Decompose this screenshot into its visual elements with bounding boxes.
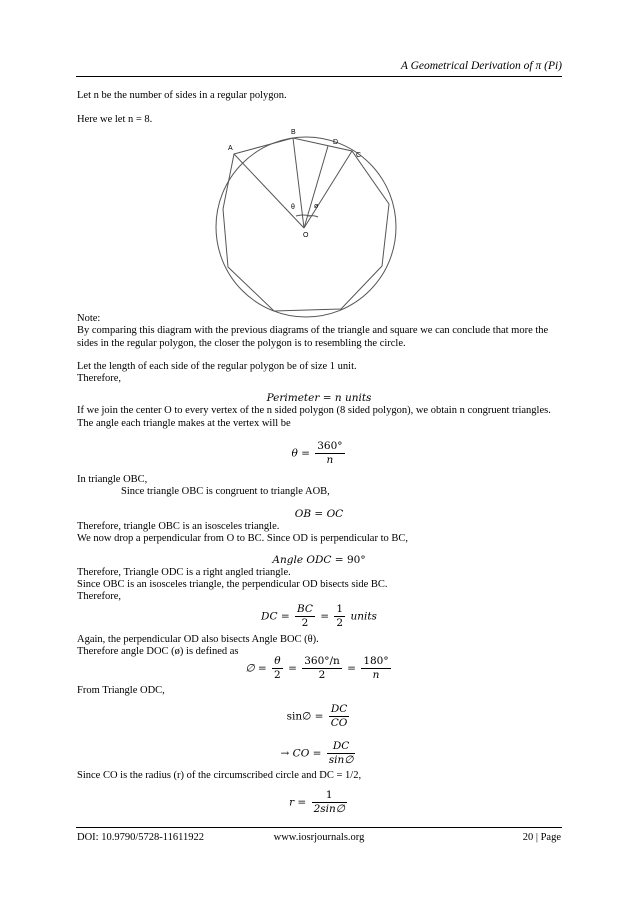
dc-denominator-2: 2	[336, 617, 344, 629]
label-phi: ø	[314, 203, 319, 210]
phi-numerator-1: θ	[272, 655, 283, 669]
dc-unit: units	[350, 610, 377, 623]
r-lhs: r =	[289, 796, 307, 809]
co-lhs: → CO =	[280, 747, 322, 760]
para-bisects-bc: Since OBC is an isosceles triangle, the perpendicular OD bisects side BC.	[77, 579, 388, 590]
r-numerator: 1	[312, 789, 347, 803]
equation-phi: ∅ = $\frac{\theta}{2}$ = $\frac{360^\circ/n}{2}$ = $\frac{180^\circ}{n}$	[245, 655, 389, 681]
equation-perimeter: Perimeter = n units	[266, 392, 372, 404]
footer-page-number: 20 | Page	[522, 832, 561, 843]
equation-co	[0, 740, 638, 767]
label-A: A	[228, 145, 233, 152]
label-O: O	[303, 232, 309, 239]
equation-theta	[0, 440, 638, 467]
para-drop-perpendicular: We now drop a perpendicular from O to BC. Since OD is perpendicular to BC,	[77, 533, 408, 544]
dc-fraction-1	[295, 603, 315, 630]
header-rule	[76, 76, 562, 77]
dc-equals: =	[320, 610, 330, 623]
phi-fraction-3	[361, 655, 390, 682]
co-denominator: sin∅	[328, 754, 354, 766]
equation-sin	[0, 703, 638, 730]
sin-fraction	[329, 703, 350, 730]
para-since-congruent: Since triangle OBC is congruent to triangle AOB,	[121, 486, 330, 497]
theta-fraction	[315, 440, 344, 467]
phi-numerator-3: 180°	[363, 655, 389, 667]
para-from-triangle-odc: From Triangle ODC,	[77, 685, 165, 696]
para-right-angled: Therefore, Triangle ODC is a right angled triangle.	[77, 567, 291, 578]
label-D: D	[333, 139, 339, 146]
co-fraction	[327, 740, 356, 767]
segment-OA	[234, 154, 304, 228]
phi-fraction-1	[272, 655, 283, 682]
angle-rhs: 90°	[346, 554, 366, 566]
label-C: C	[356, 152, 362, 159]
para-angle-doc: Therefore angle DOC (ø) is defined as	[77, 646, 239, 657]
theta-numerator: 360°	[317, 440, 343, 452]
dc-numerator-2: 1	[336, 603, 344, 615]
phi-numerator-2: 360°/n	[304, 655, 340, 667]
para-isosceles: Therefore, triangle OBC is an isosceles triangle.	[77, 521, 280, 532]
dc-numerator-1: BC	[296, 603, 313, 615]
para-side-length: Let the length of each side of the regular polygon be of size 1 unit.	[77, 361, 357, 372]
sin-denominator: CO	[330, 717, 348, 729]
angle-lhs: Angle ODC =	[272, 554, 344, 566]
phi-denominator-3: n	[372, 669, 380, 681]
phi-denominator-1: 2	[274, 669, 281, 681]
phi-fraction-2	[302, 655, 342, 682]
running-header: A Geometrical Derivation of π (Pi)	[400, 60, 562, 72]
r-fraction	[312, 789, 347, 816]
r-denominator: 2sin∅	[313, 803, 345, 815]
label-theta: θ	[291, 204, 295, 211]
theta-denominator: n	[326, 454, 334, 466]
sin-numerator: DC	[329, 703, 350, 717]
equation-angle-odc	[0, 554, 638, 566]
para-n-equals-8: Here we let n = 8.	[77, 114, 153, 125]
note-label: Note:	[77, 313, 101, 324]
equation-r	[0, 789, 638, 816]
theta-lhs: θ =	[291, 447, 310, 460]
phi-lhs: ∅ =	[245, 662, 267, 675]
equation-ob-oc: OB = OC	[294, 508, 344, 520]
dc-fraction-2	[334, 603, 345, 630]
para-radius: Since CO is the radius (r) of the circumscribed circle and DC = 1/2,	[77, 770, 362, 781]
equation-dc	[0, 603, 638, 630]
footer-site: www.iosrjournals.org	[273, 832, 365, 843]
para-again-bisects: Again, the perpendicular OD also bisects Angle BOC (θ).	[77, 634, 319, 645]
segment-OC	[304, 151, 352, 228]
dc-lhs: DC =	[261, 610, 290, 623]
sin-lhs: sin∅ =	[286, 710, 324, 723]
footer-rule	[76, 827, 562, 828]
co-numerator: DC	[327, 740, 356, 754]
dc-denominator-1: 2	[301, 617, 309, 629]
para-let-n: Let n be the number of sides in a regular polygon.	[77, 90, 287, 101]
octagon-diagram	[206, 124, 406, 324]
footer-doi: DOI: 10.9790/5728-11611922	[77, 832, 204, 843]
segment-OB	[293, 138, 304, 228]
para-therefore-1: Therefore,	[77, 373, 122, 384]
para-join-center: If we join the center O to every vertex of the n sided polygon (8 sided polygon), we obtain n congruent triangles. The angle each triangle makes at the vertex will be	[77, 405, 551, 429]
phi-denominator-2: 2	[318, 669, 326, 681]
para-therefore-2: Therefore,	[77, 591, 122, 602]
para-in-triangle-obc: In triangle OBC,	[77, 474, 148, 485]
note-text: By comparing this diagram with the previous diagrams of the triangle and square we can conclude that more the sides in the regular polygon, the closer the polygon is to resembling the circle.	[77, 325, 549, 349]
label-B: B	[291, 129, 296, 136]
